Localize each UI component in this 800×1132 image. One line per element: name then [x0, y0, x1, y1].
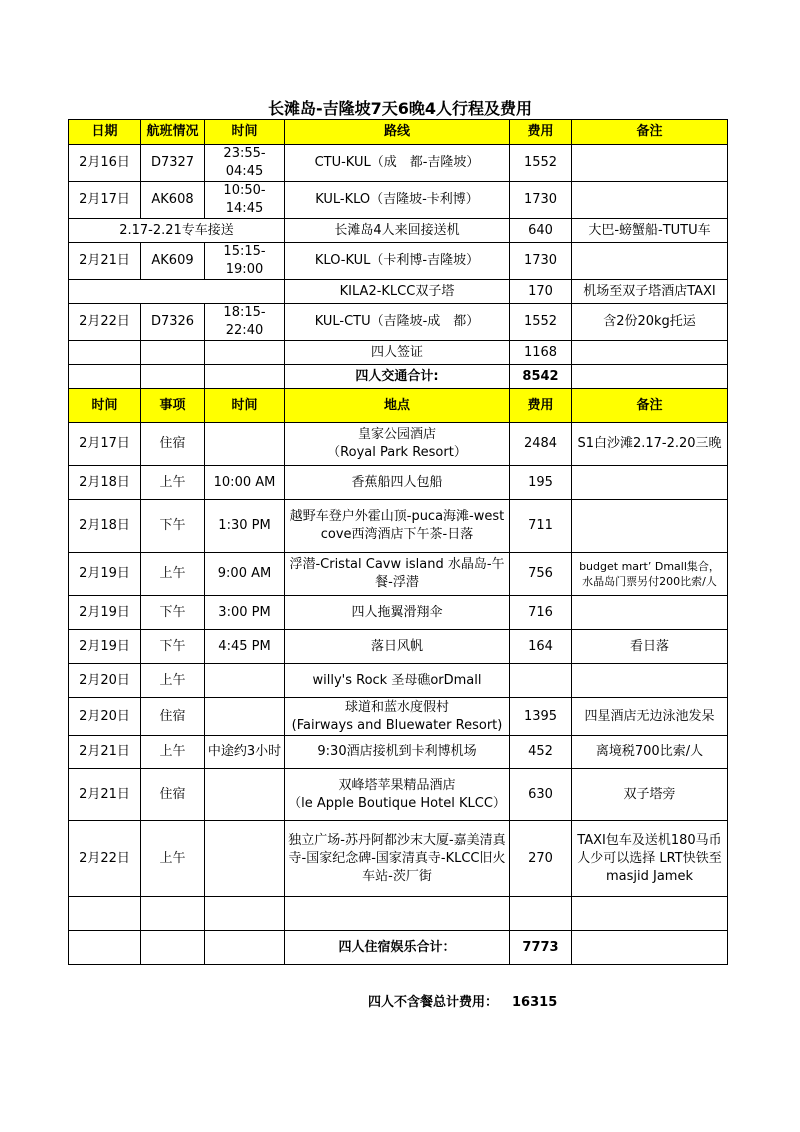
header-cost: 费用	[510, 389, 572, 423]
cell-date: 2月17日	[69, 423, 141, 466]
cell-empty	[572, 931, 728, 965]
cell-note	[572, 182, 728, 219]
cell-time: 4:45 PM	[205, 630, 285, 664]
lodging-total-row	[69, 931, 728, 965]
cell-time: 10:50-14:45	[205, 182, 285, 219]
cell-item: 住宿	[141, 769, 205, 821]
cell-cost: 630	[510, 769, 572, 821]
cell-cost	[510, 664, 572, 698]
cell-date: 2月22日	[69, 821, 141, 897]
cell-cost: 711	[510, 500, 572, 553]
cell-flight	[141, 341, 205, 365]
cell-cost: 1168	[510, 341, 572, 365]
header-date: 时间	[69, 389, 141, 423]
cell-time: 1:30 PM	[205, 500, 285, 553]
cell-date: 2月18日	[69, 466, 141, 500]
header-route: 路线	[285, 120, 510, 145]
cell-item: 上午	[141, 736, 205, 769]
cell-note: 机场至双子塔酒店TAXI	[572, 280, 728, 304]
cell-route: KUL-CTU（吉隆坡-成 都）	[285, 304, 510, 341]
cell-place: 落日风帆	[285, 630, 510, 664]
transport-total-label: 四人交通合计:	[285, 365, 510, 389]
cell-cost: 1730	[510, 182, 572, 219]
cell-note	[572, 341, 728, 365]
cell-time: 18:15-22:40	[205, 304, 285, 341]
cell-place: 皇家公园酒店 （Royal Park Resort）	[285, 423, 510, 466]
cell-date: 2月19日	[69, 553, 141, 596]
header-note: 备注	[572, 120, 728, 145]
cell-place: willy's Rock 圣母礁orDmall	[285, 664, 510, 698]
cell-time: 23:55-04:45	[205, 145, 285, 182]
table-row	[69, 341, 728, 365]
cell-item: 上午	[141, 553, 205, 596]
cell-date: 2月19日	[69, 630, 141, 664]
cell-date: 2月20日	[69, 664, 141, 698]
table-row	[69, 182, 728, 219]
grand-total-value: 16315	[512, 995, 558, 1010]
table-row	[69, 466, 728, 500]
cell-note: 双子塔旁	[572, 769, 728, 821]
cell-item: 上午	[141, 664, 205, 698]
cell-empty	[69, 897, 141, 931]
cell-date: 2月22日	[69, 304, 141, 341]
table-row	[69, 219, 728, 243]
cell-time	[205, 769, 285, 821]
page-title: 长滩岛-吉隆坡7天6晚4人行程及费用	[267, 99, 533, 118]
cell-place: 独立广场-苏丹阿都沙末大厦-嘉美清真寺-国家纪念碑-国家清真寺-KLCC旧火车站-茨厂街	[285, 821, 510, 897]
cell-note	[572, 664, 728, 698]
header-time: 时间	[205, 389, 285, 423]
cell-cost: 164	[510, 630, 572, 664]
cell-empty	[572, 897, 728, 931]
cell-time	[205, 698, 285, 736]
cell-route: KLO-KUL（卡利博-吉隆坡）	[285, 243, 510, 280]
table-row-empty	[69, 897, 728, 931]
grand-total-label: 四人不含餐总计费用：	[368, 995, 499, 1010]
header-time: 时间	[205, 120, 285, 145]
table-row	[69, 553, 728, 596]
cell-note: 四星酒店无边泳池发呆	[572, 698, 728, 736]
cell-date	[69, 341, 141, 365]
cell-empty	[572, 365, 728, 389]
transport-total-row	[69, 365, 728, 389]
cell-date: 2月21日	[69, 736, 141, 769]
cell-note: TAXI包车及送机180马币人少可以选择 LRT快铁至masjid Jamek	[572, 821, 728, 897]
header-date: 日期	[69, 120, 141, 145]
cell-route: KUL-KLO（吉隆坡-卡利博）	[285, 182, 510, 219]
cell-note: S1白沙滩2.17-2.20三晚	[572, 423, 728, 466]
transport-total-value: 8542	[510, 365, 572, 389]
cell-place: 双峰塔苹果精品酒店 （le Apple Boutique Hotel KLCC）	[285, 769, 510, 821]
cell-span-label	[69, 280, 285, 304]
cell-place: 越野车登户外霍山顶-puca海滩-west cove西湾酒店下午茶-日落	[285, 500, 510, 553]
cell-date: 2月16日	[69, 145, 141, 182]
table-row	[69, 630, 728, 664]
cell-route: 长滩岛4人来回接送机	[285, 219, 510, 243]
cell-note	[572, 466, 728, 500]
lodging-total-label: 四人住宿娱乐合计：	[285, 931, 510, 965]
cell-place: 浮潜-Cristal Cavw island 水晶岛-午餐-浮潜	[285, 553, 510, 596]
table-row	[69, 145, 728, 182]
cell-date: 2月19日	[69, 596, 141, 630]
cell-cost: 1552	[510, 145, 572, 182]
cell-empty	[141, 931, 205, 965]
cell-place: 四人拖翼滑翔伞	[285, 596, 510, 630]
header-cost: 费用	[510, 120, 572, 145]
cell-time	[205, 821, 285, 897]
cell-item: 下午	[141, 630, 205, 664]
table-row	[69, 769, 728, 821]
cell-place: 香蕉船四人包船	[285, 466, 510, 500]
cell-cost: 195	[510, 466, 572, 500]
lodging-header-row	[69, 389, 728, 423]
cell-empty	[285, 897, 510, 931]
cell-empty	[141, 365, 205, 389]
cell-date: 2月21日	[69, 769, 141, 821]
cell-cost: 716	[510, 596, 572, 630]
cell-item: 上午	[141, 821, 205, 897]
cell-time: 3:00 PM	[205, 596, 285, 630]
cell-note	[572, 243, 728, 280]
grand-total	[368, 991, 557, 1010]
cell-empty	[205, 365, 285, 389]
header-item: 事项	[141, 389, 205, 423]
lodging-total-value: 7773	[510, 931, 572, 965]
table-row	[69, 821, 728, 897]
cell-time	[205, 423, 285, 466]
table-row	[69, 664, 728, 698]
cell-place: 9:30酒店接机到卡利博机场	[285, 736, 510, 769]
cell-date: 2月17日	[69, 182, 141, 219]
cell-route: CTU-KUL（成 都-吉隆坡）	[285, 145, 510, 182]
cell-item: 下午	[141, 500, 205, 553]
cell-empty	[510, 897, 572, 931]
cell-cost: 1395	[510, 698, 572, 736]
cell-item: 上午	[141, 466, 205, 500]
cell-note: 大巴-螃蟹船-TUTU车	[572, 219, 728, 243]
transport-table	[68, 119, 728, 389]
table-row	[69, 736, 728, 769]
cell-note: budget mart’ Dmall集合，水晶岛门票另付200比索/人	[572, 553, 728, 596]
cell-flight: D7326	[141, 304, 205, 341]
cell-cost: 1730	[510, 243, 572, 280]
cell-flight: AK609	[141, 243, 205, 280]
cell-item: 下午	[141, 596, 205, 630]
table-row	[69, 500, 728, 553]
cell-note: 看日落	[572, 630, 728, 664]
cell-flight: D7327	[141, 145, 205, 182]
cell-cost: 756	[510, 553, 572, 596]
cell-time: 15:15-19:00	[205, 243, 285, 280]
cell-item: 住宿	[141, 423, 205, 466]
cell-note	[572, 500, 728, 553]
cell-route: 四人签证	[285, 341, 510, 365]
cell-item: 住宿	[141, 698, 205, 736]
cell-place: 球道和蓝水度假村 (Fairways and Bluewater Resort)	[285, 698, 510, 736]
cell-route: KILA2-KLCC双子塔	[285, 280, 510, 304]
cell-date: 2月18日	[69, 500, 141, 553]
cell-cost: 452	[510, 736, 572, 769]
lodging-table	[68, 388, 728, 965]
table-row	[69, 423, 728, 466]
cell-cost: 170	[510, 280, 572, 304]
cell-date: 2月20日	[69, 698, 141, 736]
table-row	[69, 280, 728, 304]
cell-cost: 2484	[510, 423, 572, 466]
cell-time	[205, 664, 285, 698]
cell-empty	[205, 931, 285, 965]
table-row	[69, 243, 728, 280]
cell-note: 离境税700比索/人	[572, 736, 728, 769]
cell-flight: AK608	[141, 182, 205, 219]
cell-time: 9:00 AM	[205, 553, 285, 596]
header-note: 备注	[572, 389, 728, 423]
table-row	[69, 304, 728, 341]
cell-note	[572, 145, 728, 182]
transport-header-row	[69, 120, 728, 145]
table-row	[69, 698, 728, 736]
cell-cost: 640	[510, 219, 572, 243]
cell-empty	[141, 897, 205, 931]
cell-span-label: 2.17-2.21专车接送	[69, 219, 285, 243]
cell-empty	[69, 365, 141, 389]
cell-time: 中途约3小时	[205, 736, 285, 769]
header-flight: 航班情况	[141, 120, 205, 145]
cell-note	[572, 596, 728, 630]
cell-time: 10:00 AM	[205, 466, 285, 500]
cell-cost: 270	[510, 821, 572, 897]
cell-empty	[69, 931, 141, 965]
cell-date: 2月21日	[69, 243, 141, 280]
cell-cost: 1552	[510, 304, 572, 341]
cell-empty	[205, 897, 285, 931]
cell-time	[205, 341, 285, 365]
cell-note: 含2份20kg托运	[572, 304, 728, 341]
table-row	[69, 596, 728, 630]
header-place: 地点	[285, 389, 510, 423]
